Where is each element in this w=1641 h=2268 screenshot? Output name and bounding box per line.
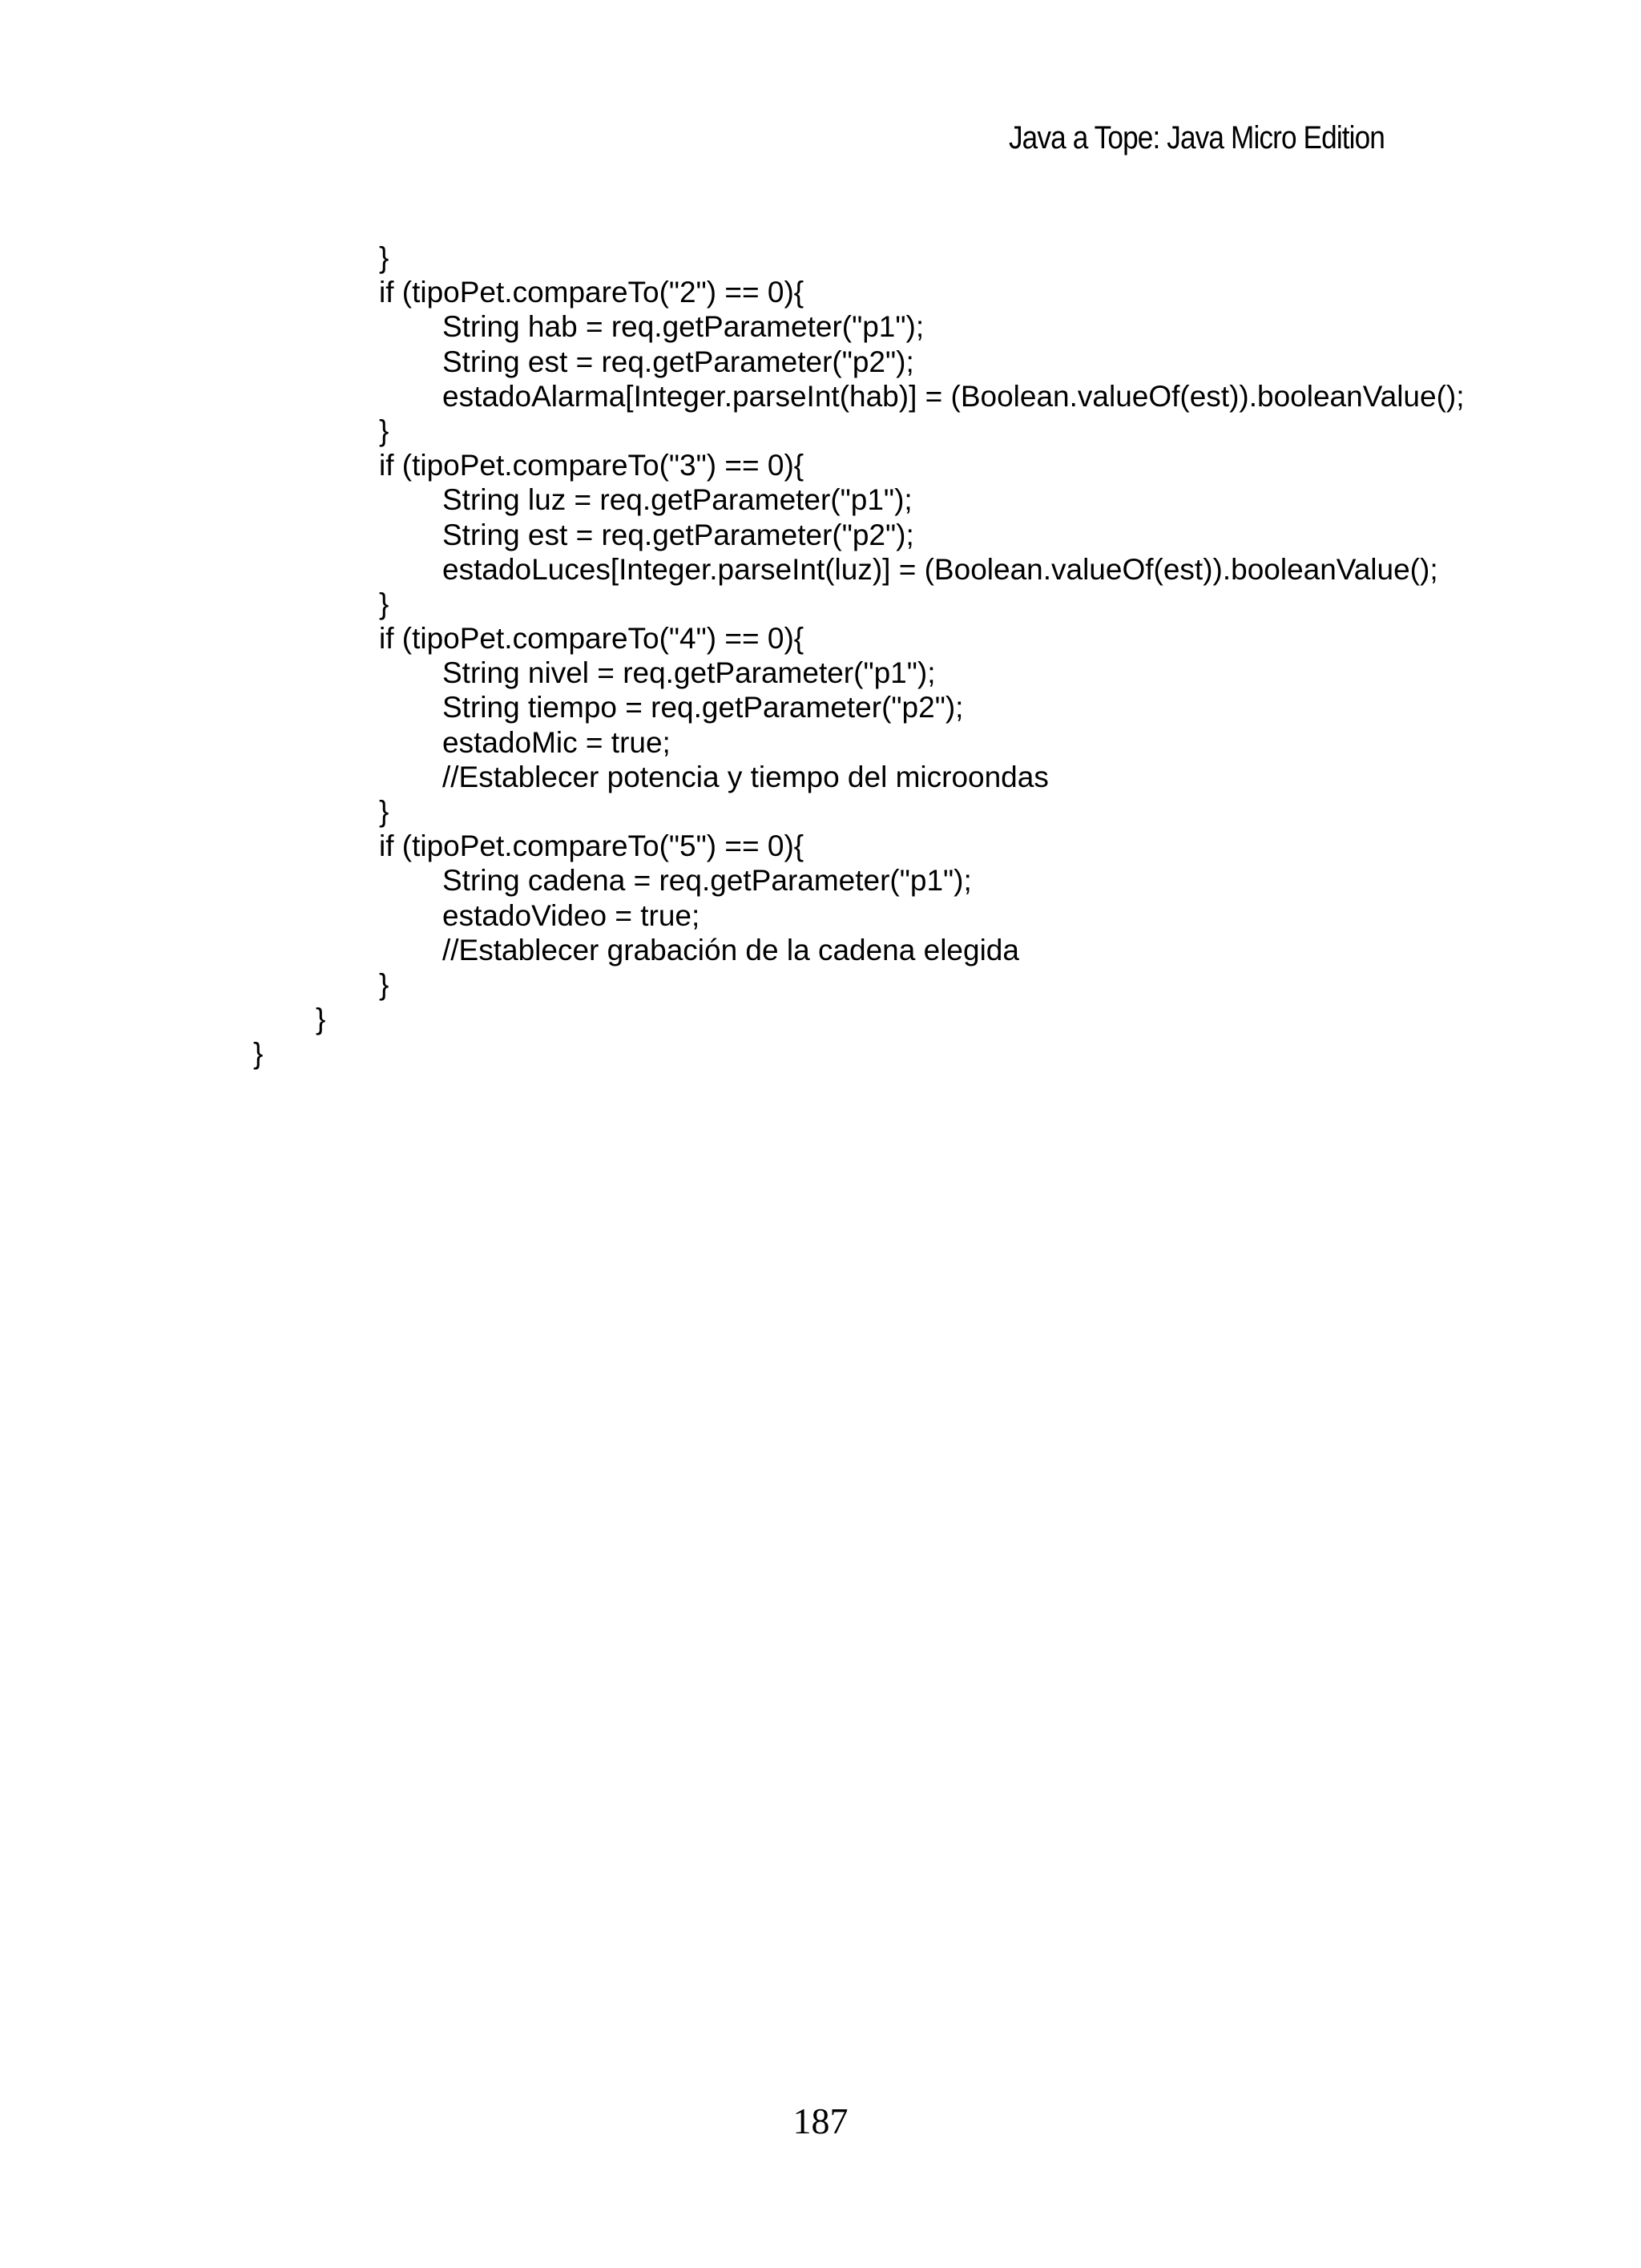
code-line: estadoVideo = true; <box>442 898 700 932</box>
code-line: } <box>379 414 389 447</box>
code-line: String est = req.getParameter("p2"); <box>442 345 914 378</box>
code-line: if (tipoPet.compareTo("2") == 0){ <box>379 276 804 309</box>
code-line: if (tipoPet.compareTo("5") == 0){ <box>379 829 804 863</box>
code-line: String est = req.getParameter("p2"); <box>442 518 914 551</box>
code-line: estadoAlarma[Integer.parseInt(hab)] = (Boolean.valueOf(est)).booleanValue(); <box>442 379 1465 413</box>
code-line: String tiempo = req.getParameter("p2"); <box>442 691 964 724</box>
code-line: //Establecer grabación de la cadena elegida <box>442 933 1019 967</box>
code-line: } <box>316 1003 326 1036</box>
code-line: //Establecer potencia y tiempo del microondas <box>442 760 1049 793</box>
code-line: String cadena = req.getParameter("p1"); <box>442 864 972 898</box>
code-line: estadoMic = true; <box>442 725 671 759</box>
code-line: } <box>253 1037 264 1071</box>
code-line: estadoLuces[Integer.parseInt(luz)] = (Boolean.valueOf(est)).booleanValue(); <box>442 552 1438 586</box>
running-header: Java a Tope: Java Micro Edition <box>1008 120 1385 155</box>
code-listing <box>253 240 1465 1071</box>
code-line: } <box>379 241 389 274</box>
code-line: String luz = req.getParameter("p1"); <box>442 483 913 517</box>
code-line: if (tipoPet.compareTo("4") == 0){ <box>379 622 804 656</box>
code-line: } <box>379 795 389 828</box>
code-line: if (tipoPet.compareTo("3") == 0){ <box>379 449 804 482</box>
code-line: String hab = req.getParameter("p1"); <box>442 310 925 344</box>
page-number: 187 <box>792 2101 849 2141</box>
code-line: } <box>379 967 389 1001</box>
code-line: } <box>379 587 389 620</box>
code-line: String nivel = req.getParameter("p1"); <box>442 656 936 690</box>
